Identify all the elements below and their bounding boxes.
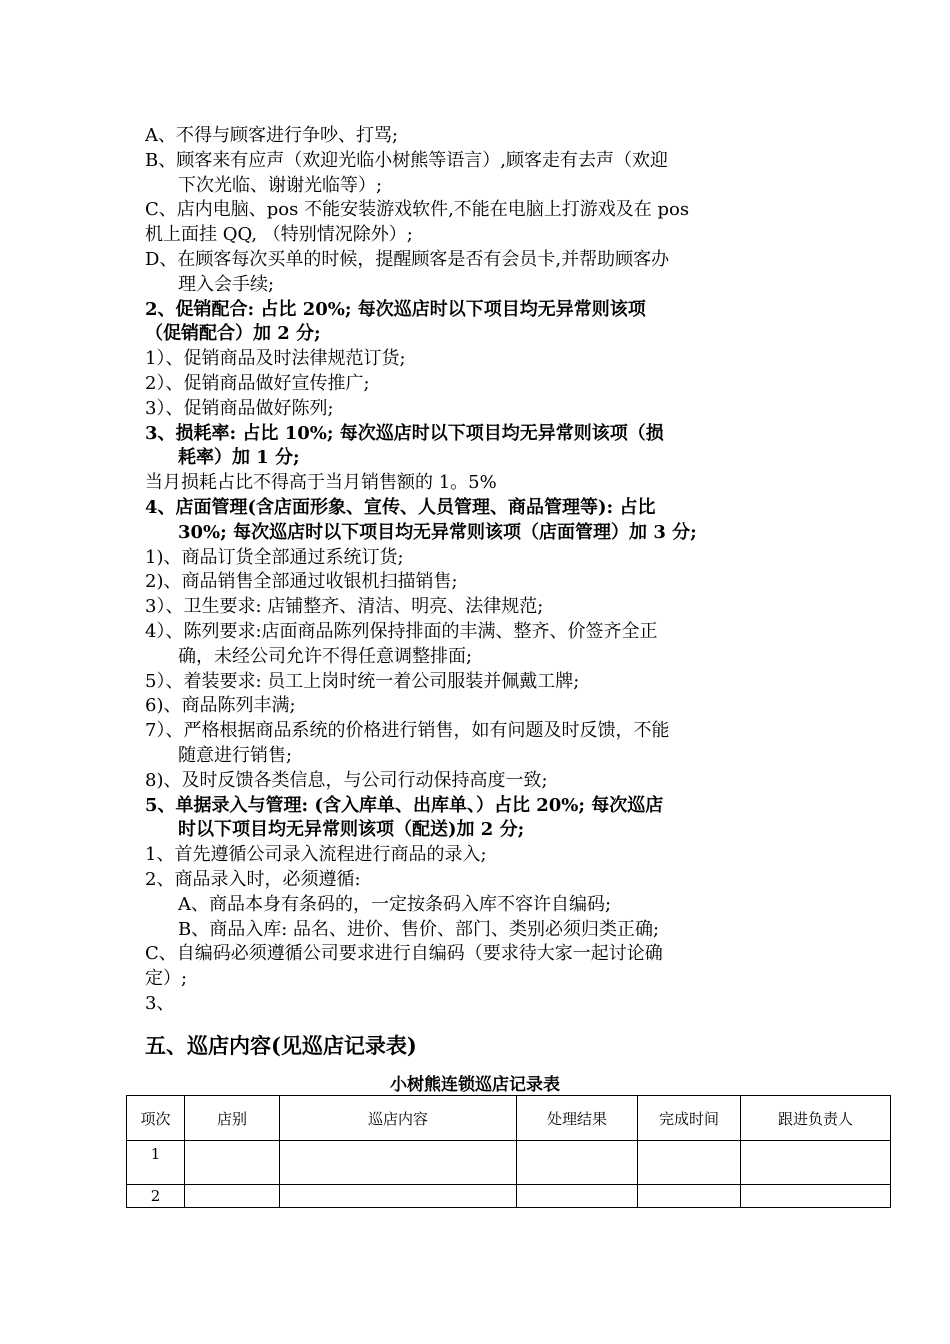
text-line: 7）、严格根据商品系统的价格进行销售，如有问题及时反馈，不能	[145, 720, 670, 742]
bold-heading-line: 4、店面管理(含店面形象、宣传、人员管理、商品管理等): 占比	[145, 496, 656, 518]
document-body	[145, 124, 810, 1017]
text-line: 4）、陈列要求:店面商品陈列保持排面的丰满、整齐、价签齐全正	[145, 620, 658, 642]
bold-heading-line: 时以下项目均无异常则该项（配送)加 2 分;	[178, 819, 525, 841]
header-result: 处理结果	[517, 1096, 638, 1141]
text-line: 1、首先遵循公司录入流程进行商品的录入;	[145, 844, 487, 866]
table-cell	[185, 1141, 280, 1185]
text-line: D、在顾客每次买单的时候，提醒顾客是否有会员卡,并帮助顾客办	[145, 248, 670, 270]
bold-heading-line: 2、促销配合: 占比 20%; 每次巡店时以下项目均无异常则该项	[145, 298, 646, 320]
text-line: 1）、促销商品及时法律规范订货;	[145, 348, 406, 370]
text-line: 6)、商品陈列丰满;	[145, 695, 296, 717]
text-line: 下次光临、谢谢光临等）;	[178, 174, 383, 196]
section-title: 五、巡店内容(见巡店记录表)	[145, 1033, 417, 1058]
text-line: 定）;	[145, 968, 188, 990]
text-line: C、自编码必须遵循公司要求进行自编码（要求待大家一起讨论确	[145, 943, 663, 965]
bold-heading-line: 30%; 每次巡店时以下项目均无异常则该项（店面管理）加 3 分;	[178, 521, 697, 543]
text-line: 3、	[145, 992, 175, 1014]
table-cell	[517, 1185, 638, 1208]
text-line: 2）、促销商品做好宣传推广;	[145, 372, 370, 394]
table-cell	[741, 1185, 891, 1208]
text-line: 当月损耗占比不得高于当月销售额的 1。5%	[145, 472, 497, 494]
inspection-record-table	[126, 1095, 891, 1208]
text-line: A、商品本身有条码的，一定按条码入库不容许自编码;	[178, 893, 612, 915]
bold-heading-line: 耗率）加 1 分;	[178, 447, 300, 469]
bold-heading-line: 3、损耗率: 占比 10%; 每次巡店时以下项目均无异常则该项（损	[145, 422, 664, 444]
header-inspection-content: 巡店内容	[280, 1096, 517, 1141]
text-line: B、商品入库: 品名、进价、售价、部门、类别必须归类正确;	[178, 918, 660, 940]
text-line: 1)、商品订货全部通过系统订货;	[145, 546, 404, 568]
text-line: 理入会手续;	[178, 273, 275, 295]
text-line: 2)、商品销售全部通过收银机扫描销售;	[145, 571, 458, 593]
table-cell	[638, 1141, 741, 1185]
text-line: 5）、着装要求: 员工上岗时统一着公司服装并佩戴工牌;	[145, 670, 580, 692]
header-store: 店别	[185, 1096, 280, 1141]
table-cell	[280, 1141, 517, 1185]
table-cell	[280, 1185, 517, 1208]
table-header-row	[127, 1096, 891, 1141]
text-line: 3）、促销商品做好陈列;	[145, 397, 334, 419]
text-line: 3）、卫生要求: 店铺整齐、清洁、明亮、法律规范;	[145, 596, 544, 618]
table-row	[127, 1185, 891, 1208]
text-line: A、不得与顾客进行争吵、打骂;	[145, 125, 399, 146]
table-row	[127, 1141, 891, 1185]
header-completion-time: 完成时间	[638, 1096, 741, 1141]
bold-heading-line: （促销配合）加 2 分;	[145, 323, 321, 345]
bold-heading-line: 5、单据录入与管理: (含入库单、出库单、）占比 20%; 每次巡店	[145, 794, 664, 816]
text-line: B、顾客来有应声（欢迎光临小树熊等语言）,顾客走有去声（欢迎	[145, 149, 668, 171]
text-line: 确，未经公司允许不得任意调整排面;	[178, 645, 473, 667]
text-line: 2、商品录入时，必须遵循:	[145, 868, 361, 890]
table-cell: 2	[127, 1185, 185, 1208]
table-title: 小树熊连锁巡店记录表	[390, 1075, 560, 1095]
table-cell	[741, 1141, 891, 1185]
table-cell	[638, 1185, 741, 1208]
text-line: C、店内电脑、pos 不能安装游戏软件,不能在电脑上打游戏及在 pos	[145, 199, 690, 221]
text-line: 机上面挂 QQ, （特别情况除外）;	[145, 224, 413, 246]
header-item-no: 项次	[127, 1096, 185, 1141]
table-cell	[517, 1141, 638, 1185]
table-cell	[185, 1185, 280, 1208]
text-line: 8)、及时反馈各类信息，与公司行动保持高度一致;	[145, 769, 548, 791]
header-person-in-charge: 跟进负责人	[741, 1096, 891, 1141]
table-cell: 1	[127, 1141, 185, 1185]
text-line: 随意进行销售;	[178, 744, 293, 766]
